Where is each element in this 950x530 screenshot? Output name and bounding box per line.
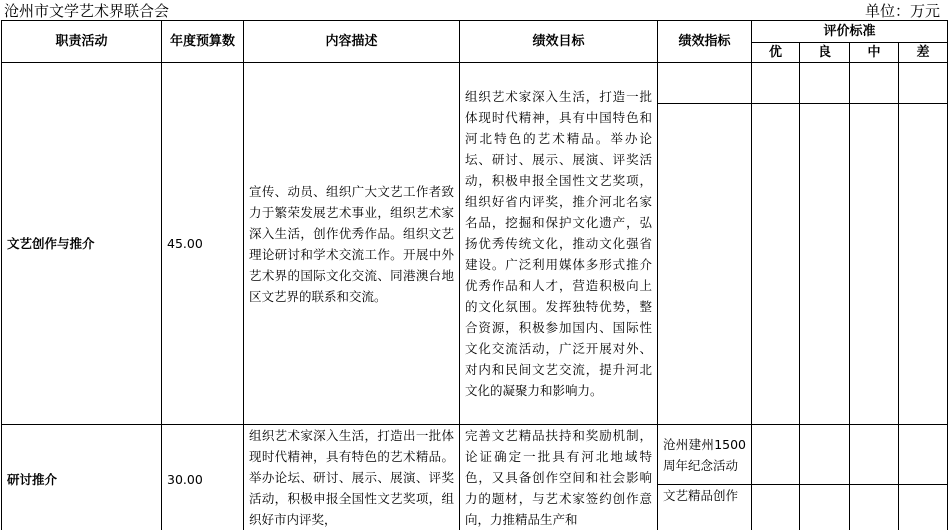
rating-medium-cell [850, 104, 899, 425]
activity-cell: 研讨推介 [2, 425, 162, 530]
rating-excellent-cell [752, 63, 800, 104]
header-good: 良 [800, 43, 850, 63]
header-poor: 差 [899, 43, 948, 63]
rating-poor-cell [899, 485, 948, 530]
content-cell: 宣传、动员、组织广大文艺工作者致力于繁荣发展艺术事业，组织艺术家深入生活，创作优秀作品。组织文艺理论研讨和学术交流工作。开展中外艺术界的国际文化交流、同港澳台地区文艺界的联系和交流。 [244, 63, 460, 425]
rating-medium-cell [850, 485, 899, 530]
header-criteria: 评价标准 [752, 21, 948, 43]
rating-poor-cell [899, 104, 948, 425]
header-budget: 年度预算数 [162, 21, 244, 63]
rating-excellent-cell [752, 104, 800, 425]
rating-good-cell [800, 104, 850, 425]
rating-good-cell [800, 425, 850, 485]
budget-cell: 30.00 [162, 425, 244, 530]
header-content: 内容描述 [244, 21, 460, 63]
goal-cell: 完善文艺精品扶持和奖励机制，论证确定一批具有河北地域特色，又具备创作空间和社会影响力的题材，与艺术家签约创作意向，力推精品生产和 [460, 425, 658, 530]
rating-excellent-cell [752, 485, 800, 530]
header-indicator: 绩效指标 [658, 21, 752, 63]
budget-cell: 45.00 [162, 63, 244, 425]
rating-good-cell [800, 485, 850, 530]
org-name: 沧州市文学艺术界联合会 [4, 2, 170, 20]
rating-poor-cell [899, 63, 948, 104]
indicator-cell [658, 104, 752, 425]
content-cell: 组织艺术家深入生活，打造出一批体现时代精神，具有特色的艺术精品。举办论坛、研讨、展示、展演、评奖活动，积极申报全国性文艺奖项，组织好市内评奖， [244, 425, 460, 530]
rating-excellent-cell [752, 425, 800, 485]
unit-label: 单位：万元 [864, 2, 940, 20]
rating-poor-cell [899, 425, 948, 485]
rating-medium-cell [850, 425, 899, 485]
performance-table [1, 20, 948, 530]
table-row [2, 425, 948, 485]
header-excellent: 优 [752, 43, 800, 63]
table-viewport [1, 20, 949, 530]
table-row [2, 63, 948, 104]
header-activity: 职责活动 [2, 21, 162, 63]
activity-cell: 文艺创作与推介 [2, 63, 162, 425]
header-medium: 中 [850, 43, 899, 63]
indicator-cell [658, 63, 752, 104]
header-row [2, 21, 948, 43]
rating-good-cell [800, 63, 850, 104]
header-goal: 绩效目标 [460, 21, 658, 63]
goal-cell: 组织艺术家深入生活，打造一批体现时代精神，具有中国特色和河北特色的艺术精品。举办论坛、研讨、展示、展演、评奖活动，积极申报全国性文艺奖项，组织好省内评奖，推介河北名家名品，挖掘和保护文化遗产，弘扬优秀传统文化，推动文化强省建设。广泛利用媒体多形式推介优秀作品和人才，营造积极向上的文化氛围。发挥独特优势，整合资源，积极参加国内、国际性文化交流活动，广泛开展对外、对内和民间文艺交流，提升河北文化的凝聚力和影响力。 [460, 63, 658, 425]
indicator-cell: 文艺精品创作 [658, 485, 752, 530]
rating-medium-cell [850, 63, 899, 104]
indicator-cell: 沧州建州1500周年纪念活动 [658, 425, 752, 485]
